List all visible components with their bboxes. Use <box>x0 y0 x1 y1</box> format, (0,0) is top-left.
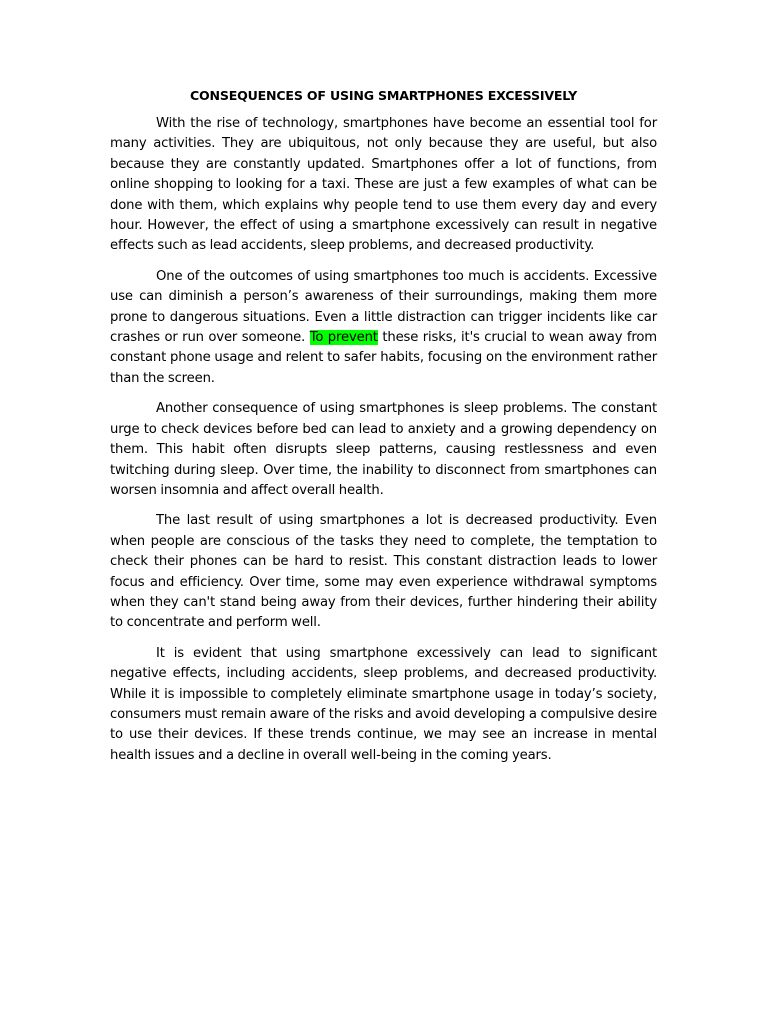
paragraph-accidents-text-after: these risks, it's crucial to wean away from constant phone usage and relent to safer habits, focusing on the environment rather than the screen. <box>110 330 657 386</box>
paragraph-conclusion: It is evident that using smartphone excessively can lead to significant negative effects, including accidents, sleep problems, and decreased productivity. While it is impossible to completely eliminate smartphone usage in today’s society, consumers must remain aware of the risks and avoid developing a compulsive desire to use their devices. If these trends continue, we may see an increase in mental health issues and a decline in overall well-being in the coming years. <box>110 645 658 763</box>
paragraph-productivity: The last result of using smartphones a lot is decreased productivity. Even when people are conscious of the tasks they need to complete, the temptation to check their phones can be hard to resist. This constant distraction leads to lower focus and efficiency. Over time, some may even experience withdrawal symptoms when they can't stand being away from their devices, further hindering their ability to concentrate and perform well. <box>110 513 657 631</box>
paragraph-accidents-text-before: One of the outcomes of using smartphones too much is accidents. Excessive use can diminish a person’s awareness of their surroundings, making them more prone to dangerous situations. Even a little distraction can trigger incidents like car crashes or run over someone. <box>110 268 657 346</box>
document-title: CONSEQUENCES OF USING SMARTPHONES EXCESSIVELY <box>189 88 578 103</box>
paragraph-intro: With the rise of technology, smartphones have become an essential tool for many activities. They are ubiquitous, not only because they are useful, but also because they are constantly updated. Smartphones offer a lot of functions, from online shopping to looking for a taxi. These are just a few examples of what can be done with them, which explains why people tend to use them every day and every hour. However, the effect of using a smartphone excessively can result in negative effects such as lead accidents, sleep problems, and decreased productivity. <box>110 116 657 254</box>
document-page <box>110 86 657 776</box>
paragraph-sleep: Another consequence of using smartphones is sleep problems. The constant urge to check devices before bed can lead to anxiety and a growing dependency on them. This habit often disrupts sleep patterns, causing restlessness and even twitching during sleep. Over time, the inability to disconnect from smartphones can worsen insomnia and affect overall health. <box>110 401 657 498</box>
paragraph-accidents <box>110 267 657 389</box>
highlighted-text: To prevent <box>309 330 378 346</box>
